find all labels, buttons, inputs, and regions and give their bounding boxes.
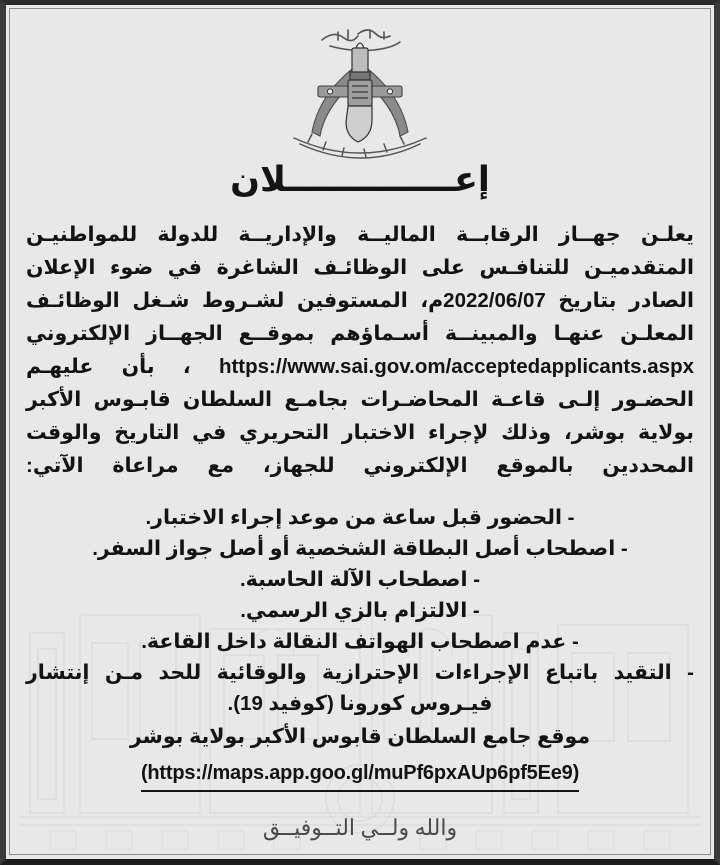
venue-map-url[interactable]: (https://maps.app.goo.gl/muPf6pxAUp6pf5Ee9) <box>141 762 579 792</box>
footer-blessing: والله ولــي التــوفيــق <box>262 815 458 840</box>
paragraph-intro: يعلـن جهــاز الرقابــة الماليــة والإداريــة للدولة للمواطنيـن المتقدميـن للتنافـس على الوظائـف الشاغرة في ضوء الإعلان الصادر بتاريخ <box>26 222 694 312</box>
requirements-list <box>22 502 698 719</box>
map-link-row <box>22 762 698 792</box>
venue-name: موقع جامع السلطان قابوس الأكبر بولاية بوشر <box>129 725 591 748</box>
paragraph-tail: ، بأن عليهـم الحضـور إلـى قاعـة المحاضـرات بجامـع السلطان قابـوس الأكبر بولاية بوشر، وذلك لإجراء الاختبار التحريري في التاريخ والوقت المحددين بالموقع الإلكتروني للجهاز، مع مراعاة الآتي: <box>26 354 694 477</box>
page-title <box>22 162 698 197</box>
title-text: إعــــــــــــــلان <box>230 160 490 199</box>
oman-emblem-icon <box>260 14 460 164</box>
paragraph-middle: م، المستوفين لشـروط شـغل الوظائـف المعلـن عنهـا والمبينــة أسـماؤهم بموقــع الجهــاز الإلكتروني <box>26 288 694 345</box>
announcement-paragraph <box>22 218 698 482</box>
list-item: - الالتزام بالزي الرسمي. <box>240 599 480 622</box>
footer <box>0 815 720 841</box>
sai-website-url[interactable]: https://www.sai.gov.om/acceptedapplicants.aspx <box>218 354 694 378</box>
list-item: - اصطحاب الآلة الحاسبة. <box>239 568 481 591</box>
list-item: - اصطحاب أصل البطاقة الشخصية أو أصل جواز السفر. <box>92 537 628 560</box>
list-item: - عدم اصطحاب الهواتف النقالة داخل القاعة. <box>141 630 579 653</box>
emblem-container <box>22 14 698 166</box>
list-item: - التقيد باتباع الإجراءات الإحترازية والوقائية للحد مـن إنتشار فيـروس كورونا (كوفيد 19). <box>26 661 694 715</box>
list-item: - الحضور قبل ساعة من موعد إجراء الاختبار. <box>145 506 575 529</box>
announcement-date: 2022/06/07 <box>443 288 546 312</box>
